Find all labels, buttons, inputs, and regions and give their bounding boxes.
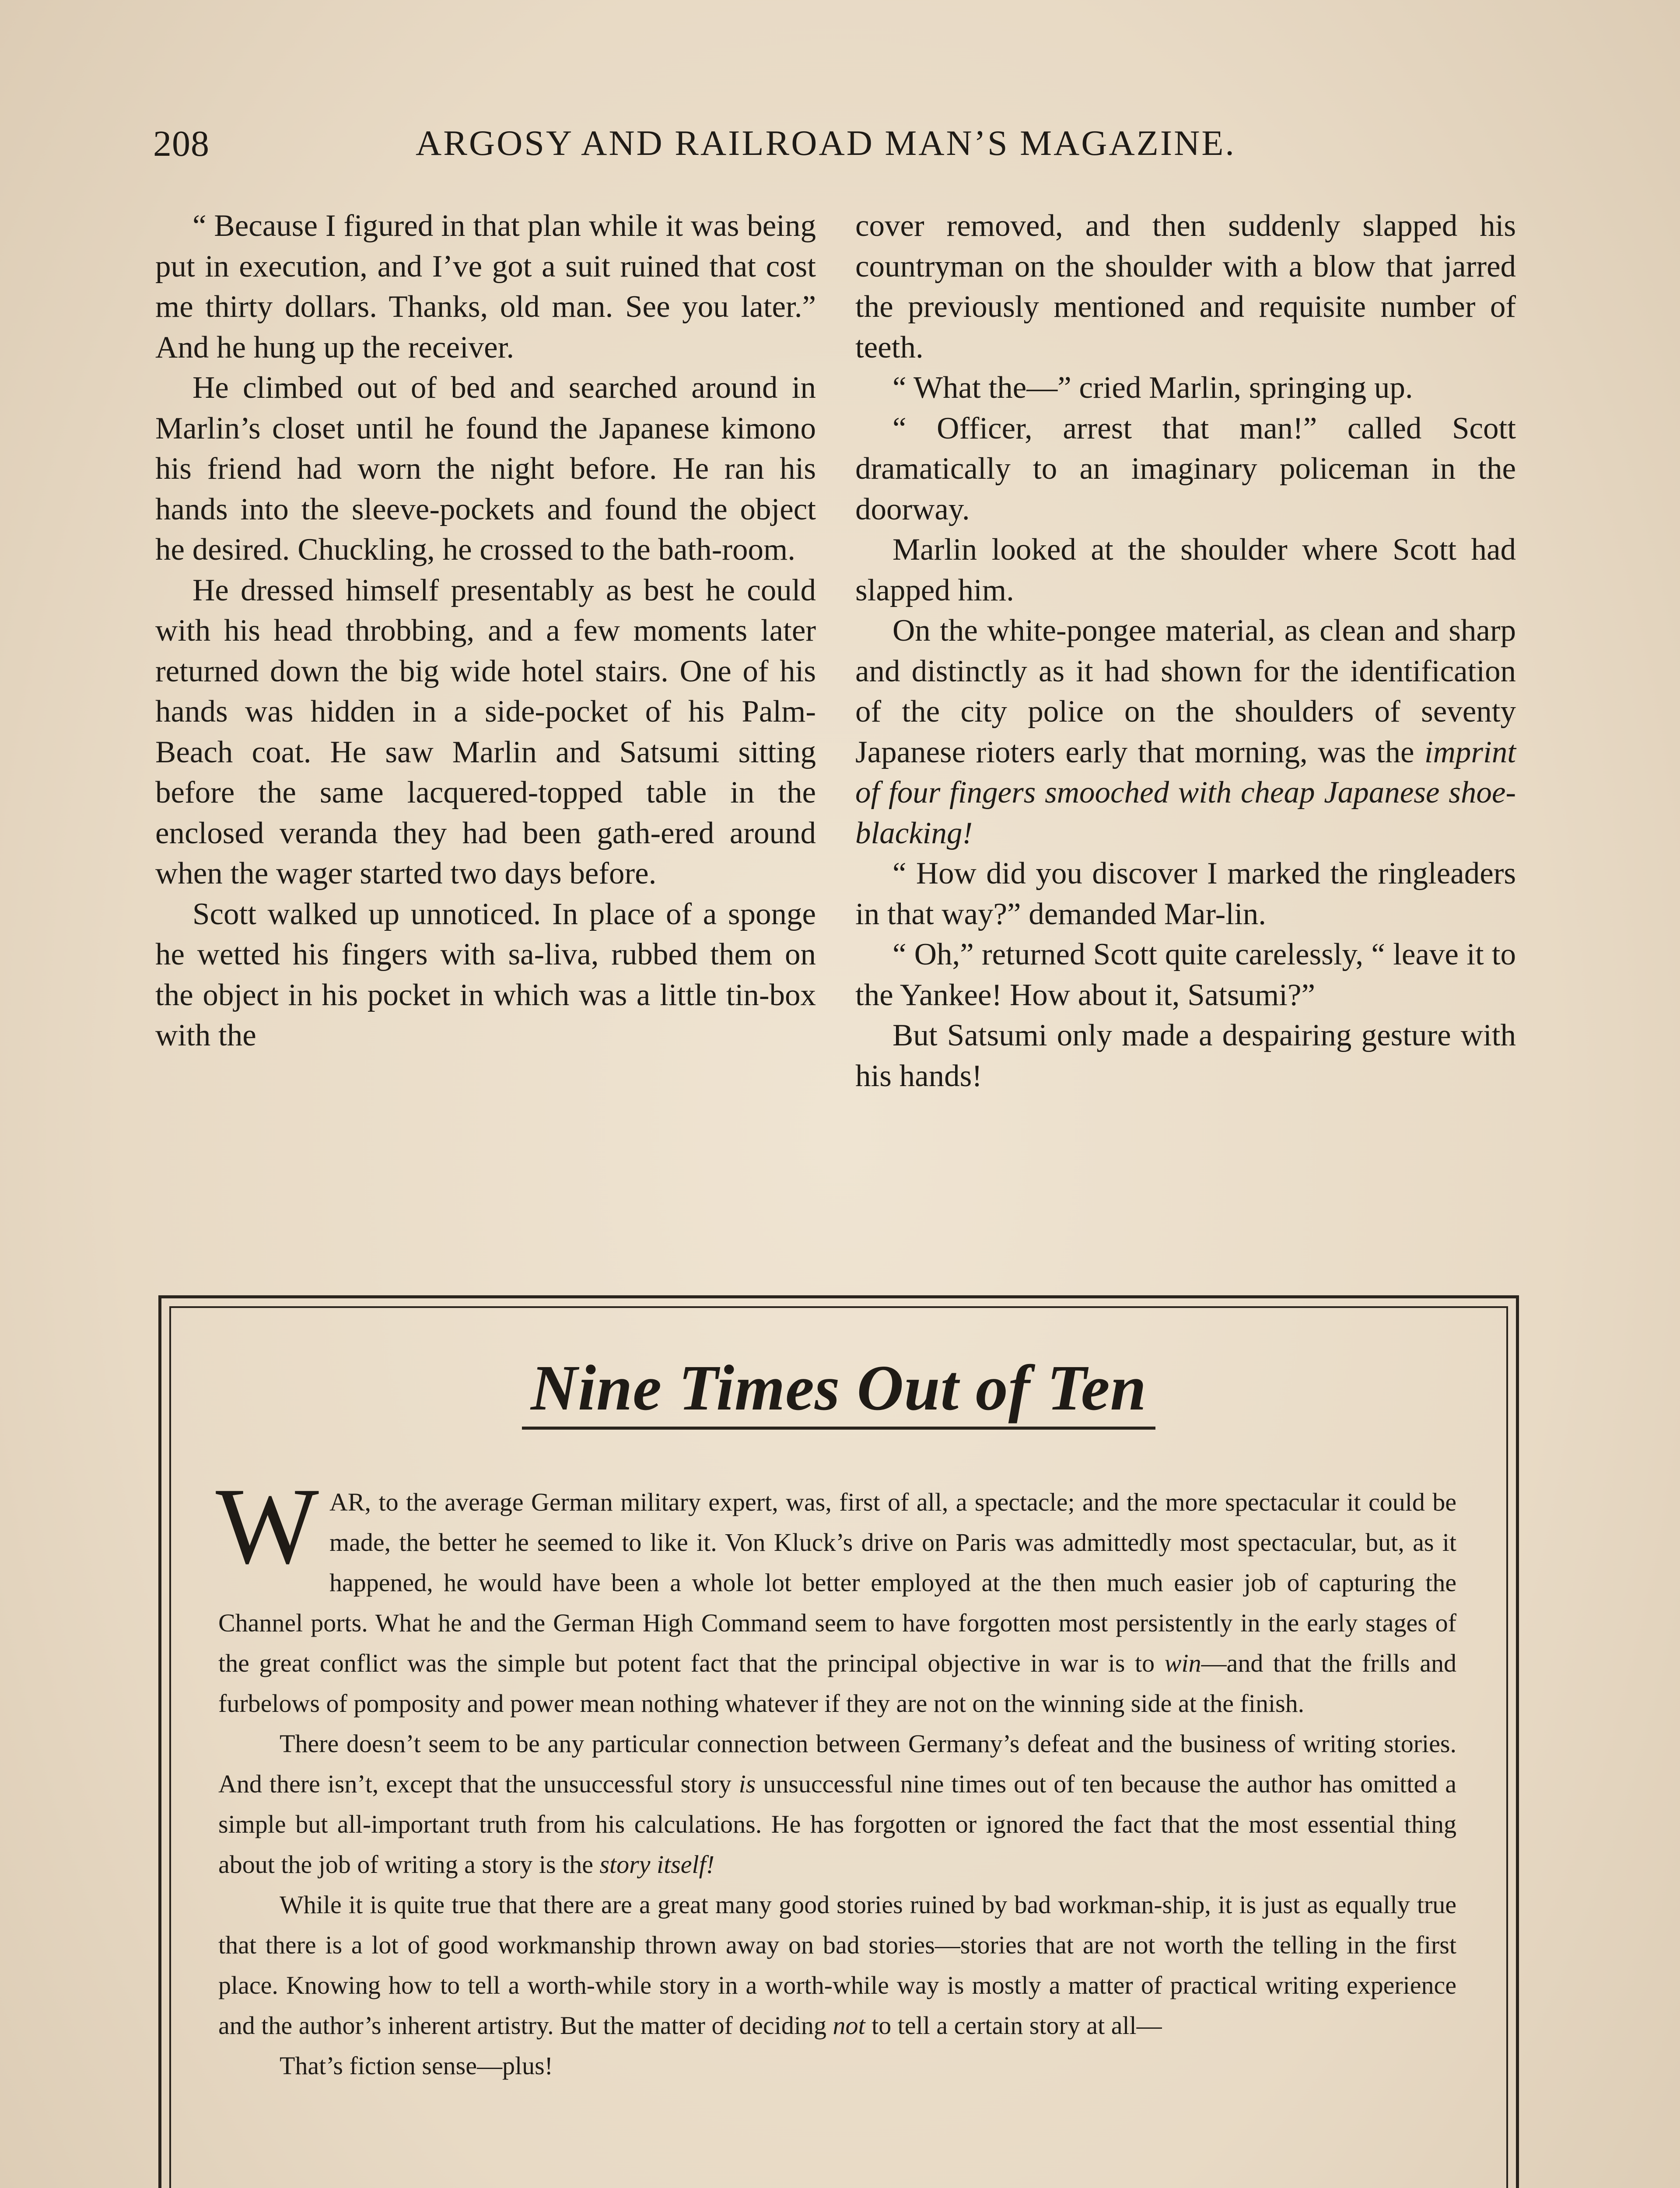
left-paragraph-1: “ Because I figured in that plan while it was being put in execution, and I’ve got a suit ruined that cost me thirty dollars. Thanks, old man. See you later.” And he hung up the receiver. xyxy=(155,209,816,365)
editorial-paragraph-2-b: unsuccessful nine times out of ten because the author has omitted a simple but all-important truth from his calculations. He has forgotten or ignored the fact that the most essential thing about the job of writing a story is the xyxy=(218,1770,1456,1879)
left-paragraph-3: He dressed himself presentably as best he could with his head throbbing, and a few moments later returned down the big wide hotel stairs. One of his hands was hidden in a side-pocket of his Palm-Beach coat. He saw Marlin and Satsumi sitting before the same lacquered-topped table in the enclosed veranda they had been gath-ered around when the wager started two days before. xyxy=(155,573,816,891)
editorial-paragraph-2-italic-1: is xyxy=(738,1770,756,1798)
left-column xyxy=(155,206,816,1056)
editorial-paragraph-3 xyxy=(218,1885,1456,2046)
editorial-paragraph-2-a: There doesn’t seem to be any particular connection between Germany’s defeat and the business of writing stories. And there isn’t, except that the unsuccessful story xyxy=(218,1729,1456,1798)
editorial-paragraph-4: That’s fiction sense—plus! xyxy=(280,2051,553,2080)
right-paragraph-6: “ How did you discover I marked the ringleaders in that way?” demanded Mar-lin. xyxy=(855,856,1516,931)
page-number: 208 xyxy=(153,123,210,164)
editorial-paragraph-3-b: to tell a certain story at all— xyxy=(865,2011,1162,2040)
editorial-paragraph-3-a: While it is quite true that there are a great many good stories ruined by bad workman-ship, it is just as equally true that there is a lot of good workmanship thrown away on bad stories—stories that are not worth the telling in the first place. Knowing how to tell a worth-while story in a worth-while way is mostly a matter of practical writing experience and the author’s inherent artistry. But the matter of deciding xyxy=(218,1890,1456,2040)
editorial-body xyxy=(216,1466,1456,2086)
right-paragraph-5-text: On the white-pongee material, as clean and sharp and distinctly as it had shown for the identification of the city police on the shoulders of seventy Japanese rioters early that morning, was the xyxy=(855,614,1516,769)
editorial-paragraph-2-italic-2: story itself! xyxy=(599,1850,715,1879)
editorial-paragraph-1-italic: win xyxy=(1164,1649,1201,1677)
drop-cap: W xyxy=(216,1466,319,1587)
right-paragraph-5-italic: imprint of four fingers smooched with cheap Japanese shoe-blacking! xyxy=(855,735,1516,850)
editorial-title xyxy=(161,1351,1516,1425)
right-paragraph-2: “ What the—” cried Marlin, springing up. xyxy=(892,371,1413,405)
right-column xyxy=(855,206,1516,1096)
right-paragraph-8: But Satsumi only made a despairing gesture with his hands! xyxy=(855,1018,1516,1093)
left-paragraph-2: He climbed out of bed and searched around in Marlin’s closet until he found the Japanese kimono his friend had worn the night before. He ran his hands into the sleeve-pockets and found the object he desired. Chuckling, he crossed to the bath-room. xyxy=(155,371,816,567)
editorial-paragraph-3-italic: not xyxy=(833,2011,865,2040)
right-paragraph-7: “ Oh,” returned Scott quite carelessly, “ leave it to the Yankee! How about it, Satsumi?” xyxy=(855,937,1516,1012)
editorial-paragraph-2 xyxy=(218,1724,1456,1885)
right-paragraph-3: “ Officer, arrest that man!” called Scott dramatically to an imaginary policeman in the doorway. xyxy=(855,411,1516,526)
editorial-paragraph-1-a: AR, to the average German military expert, was, first of all, a spectacle; and the more spectacular it could be made, the better he seemed to like it. Von Kluck’s drive on Paris was admittedly most spectacular, but, as it happened, he would have been a whole lot better employed at the then much easier job of capturing the Channel ports. What he and the German High Command seem to have forgotten most persistently in the early stages of the great conflict was the simple but potent fact that the principal objective in war is to xyxy=(218,1488,1456,1677)
editorial-paragraph-1-b: —and that the frills and furbelows of pomposity and power mean nothing whatever if they are not on the winning side at the finish. xyxy=(218,1649,1456,1718)
right-paragraph-4: Marlin looked at the shoulder where Scott had slapped him. xyxy=(855,533,1516,607)
running-title: ARGOSY AND RAILROAD MAN’S MAGAZINE. xyxy=(416,123,1236,163)
editorial-box xyxy=(158,1295,1519,2188)
editorial-paragraph-1 xyxy=(216,1466,1456,1724)
right-paragraph-5 xyxy=(855,610,1516,853)
page-header xyxy=(153,123,1518,175)
left-paragraph-4: Scott walked up unnoticed. In place of a sponge he wetted his fingers with sa-liva, rubbed them on the object in his pocket in which was a little tin-box with the xyxy=(155,897,816,1052)
story-columns xyxy=(155,206,1520,1273)
right-paragraph-1: cover removed, and then suddenly slapped his countryman on the shoulder with a blow that jarred the previously mentioned and requisite number of teeth. xyxy=(855,209,1516,365)
editorial-title-text: Nine Times Out of Ten xyxy=(522,1352,1155,1430)
